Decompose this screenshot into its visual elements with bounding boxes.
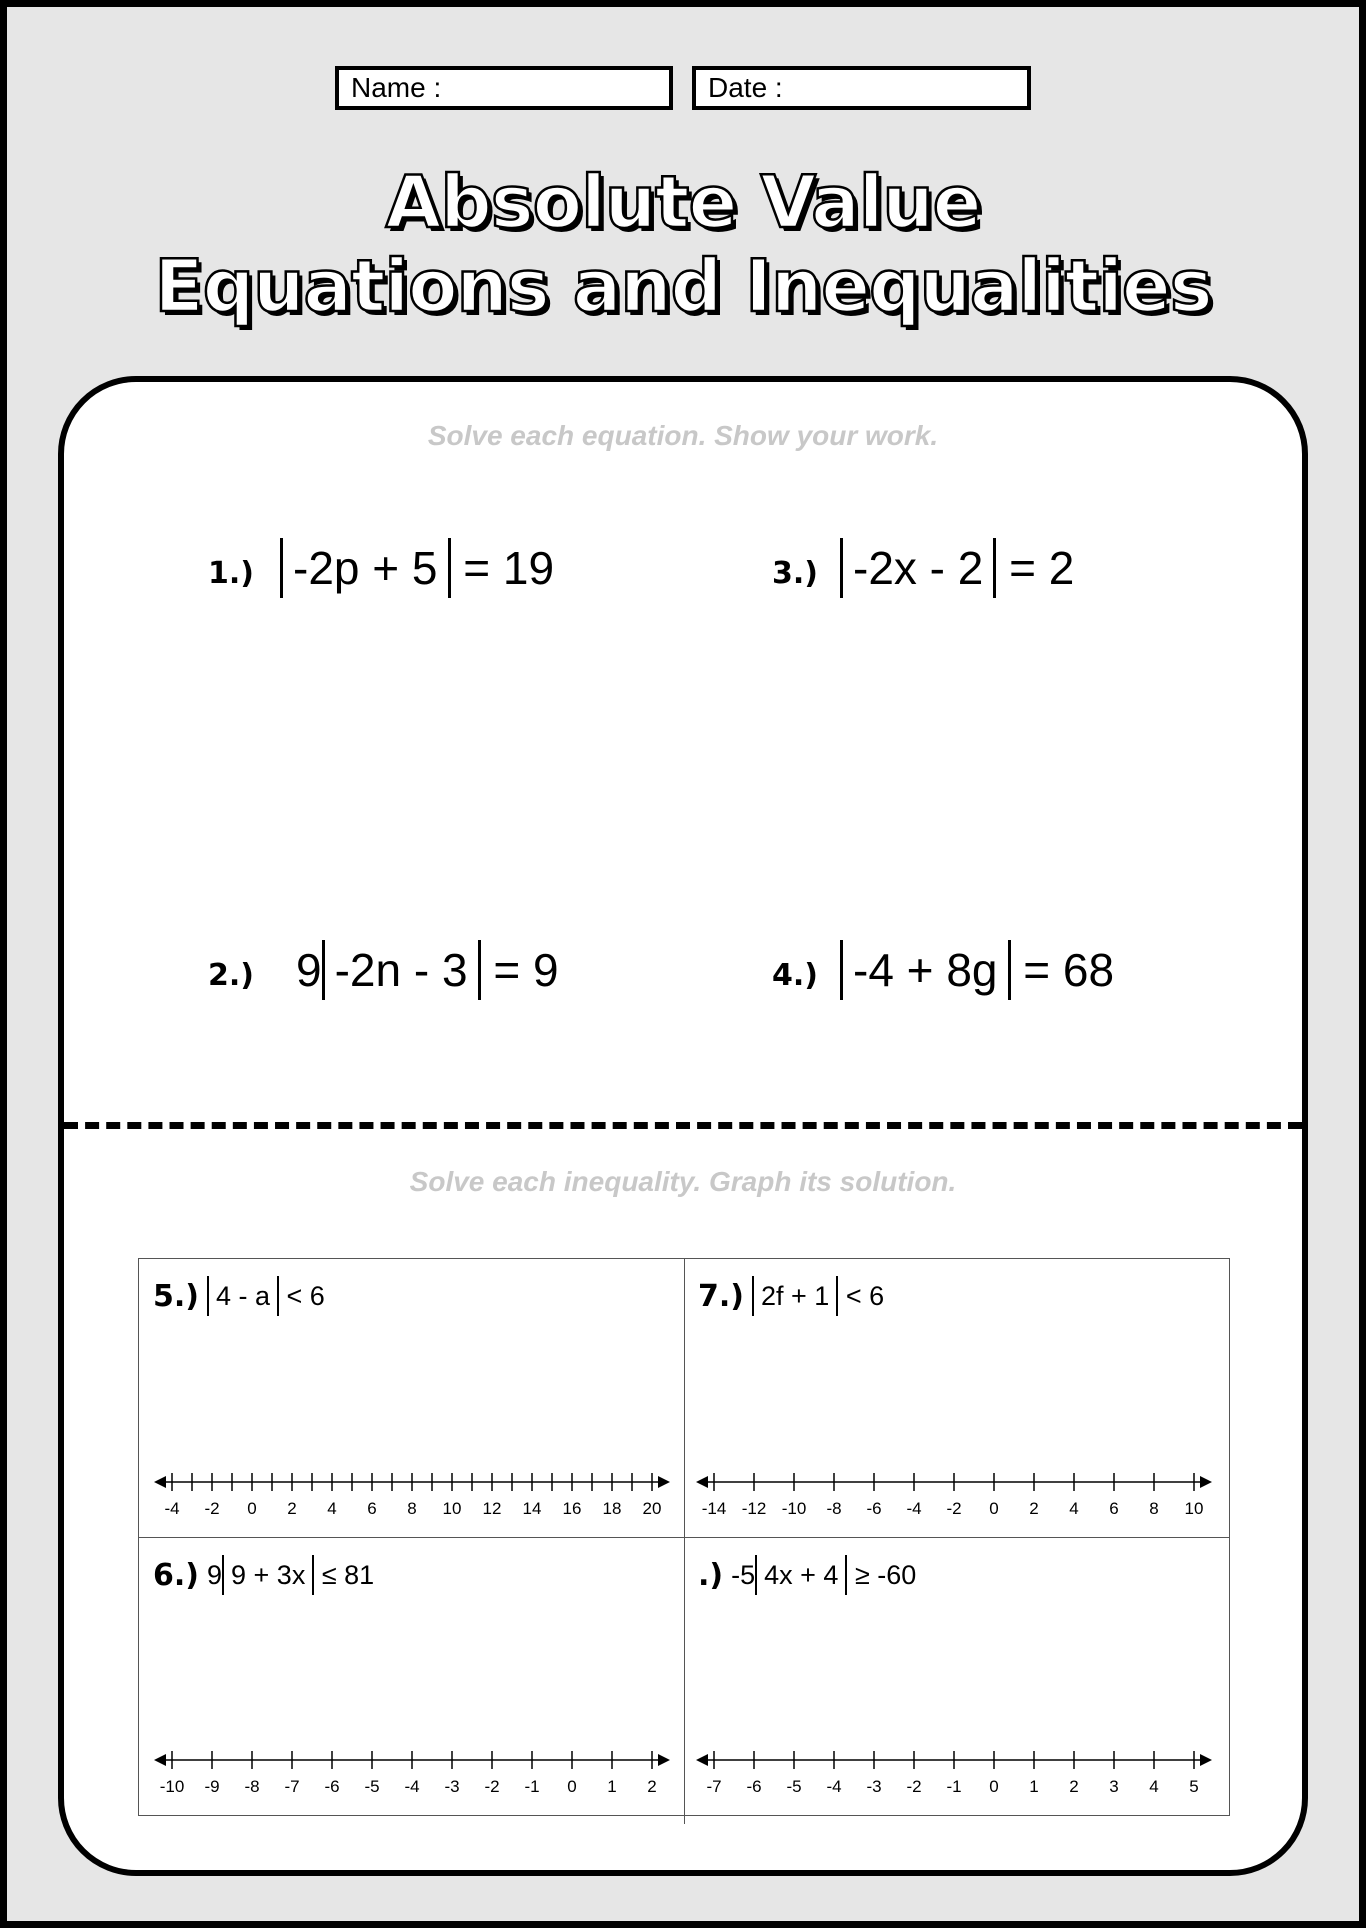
number-line-tick-label: 8 [407, 1499, 417, 1518]
number-line-tick-label: -1 [524, 1777, 540, 1796]
problem-7-header [698, 1276, 884, 1316]
number-line-tick-label: 2 [1069, 1777, 1079, 1796]
problem-8-absolute-expression: 4x + 4 [755, 1555, 847, 1595]
problem-1-equation [280, 538, 554, 598]
date-field[interactable] [692, 66, 1031, 110]
problem-6-header [153, 1555, 374, 1595]
number-line-right-arrow [658, 1476, 670, 1488]
date-label: Date : [708, 72, 783, 103]
number-line-tick-label: -4 [906, 1499, 922, 1518]
number-line-tick-label: 0 [567, 1777, 577, 1796]
worksheet-title-line-2: Equations and Inequalities [154, 244, 1212, 328]
name-field[interactable] [335, 66, 673, 110]
number-line-tick-label: -9 [204, 1777, 220, 1796]
problem-2-coefficient: 9 [296, 944, 322, 996]
problem-1-absolute-expression: -2p + 5 [280, 538, 451, 598]
number-line-right-arrow [1200, 1476, 1212, 1488]
number-line-tick-label: 6 [1109, 1499, 1119, 1518]
number-line-tick-label: 10 [1184, 1499, 1204, 1518]
number-line-tick-label: 12 [482, 1499, 502, 1518]
grid-vertical-divider [684, 1258, 685, 1824]
number-line-tick-label: -10 [159, 1777, 185, 1796]
number-line-tick-label: 1 [607, 1777, 617, 1796]
number-line-tick-label: -2 [204, 1499, 220, 1518]
number-line-tick-label: -6 [324, 1777, 340, 1796]
number-line-tick-label: 4 [1069, 1499, 1079, 1518]
problem-8-coefficient: -5 [731, 1560, 756, 1590]
number-line-tick-label: -4 [404, 1777, 420, 1796]
number-line-tick-label: 4 [327, 1499, 337, 1518]
problem-7-number-line[interactable] [694, 1458, 1214, 1518]
inequalities-instruction: Solve each inequality. Graph its solution. [409, 1166, 957, 1197]
problem-3-equation [840, 538, 1074, 598]
number-line-tick-label: 18 [602, 1499, 622, 1518]
number-line-tick-label: -8 [826, 1499, 842, 1518]
problem-6-number-line[interactable] [152, 1736, 672, 1796]
problem-3-absolute-expression: -2x - 2 [840, 538, 996, 598]
number-line-tick-label: 0 [989, 1777, 999, 1796]
problem-5-rhs: < 6 [286, 1281, 325, 1311]
problem-5-inequality [207, 1276, 325, 1316]
problem-8-number-line[interactable] [694, 1736, 1214, 1796]
number-line-tick-label: -8 [244, 1777, 260, 1796]
number-line-tick-label: -10 [781, 1499, 807, 1518]
number-line-tick-label: 3 [1109, 1777, 1119, 1796]
problem-1-rhs: = 19 [463, 542, 555, 594]
number-line-tick-label: 2 [1029, 1499, 1039, 1518]
problem-2-equation [296, 940, 559, 1000]
section-divider [64, 1122, 1302, 1129]
number-line-tick-label: -3 [866, 1777, 882, 1796]
problem-8-header [698, 1555, 916, 1595]
number-line-tick-label: -2 [946, 1499, 962, 1518]
number-line-tick-label: -7 [706, 1777, 722, 1796]
problem-6-number: 6.) [153, 1557, 199, 1593]
number-line-tick-label: 2 [287, 1499, 297, 1518]
number-line-tick-label: 14 [522, 1499, 542, 1518]
number-line-left-arrow [696, 1476, 708, 1488]
problem-8-rhs: ≥ -60 [854, 1560, 917, 1590]
worksheet-title-line-1: Absolute Value [385, 160, 981, 244]
problem-4-absolute-expression: -4 + 8g [840, 940, 1011, 1000]
number-line-tick-label: -12 [741, 1499, 767, 1518]
problem-5-absolute-expression: 4 - a [207, 1276, 279, 1316]
problem-6-coefficient: 9 [206, 1560, 223, 1590]
problem-7-inequality [752, 1276, 884, 1316]
problem-5-number-line[interactable] [152, 1458, 672, 1518]
number-line-tick-label: -14 [701, 1499, 727, 1518]
number-line-tick-label: -2 [906, 1777, 922, 1796]
problem-2-absolute-expression: -2n - 3 [322, 940, 481, 1000]
equations-instruction: Solve each equation. Show your work. [427, 420, 939, 451]
problem-5-header [153, 1276, 325, 1316]
number-line-tick-label: -4 [164, 1499, 180, 1518]
number-line-tick-label: -5 [364, 1777, 380, 1796]
number-line-tick-label: 0 [247, 1499, 257, 1518]
problem-5-number: 5.) [153, 1278, 199, 1314]
problem-6-absolute-expression: 9 + 3x [222, 1555, 314, 1595]
problem-4-number: 4.) [772, 958, 818, 993]
number-line-tick-label: 2 [647, 1777, 657, 1796]
number-line-tick-label: -6 [746, 1777, 762, 1796]
problem-8-inequality [731, 1555, 916, 1595]
name-label: Name : [351, 72, 442, 103]
number-line-tick-label: -4 [826, 1777, 842, 1796]
number-line-tick-label: -1 [946, 1777, 962, 1796]
number-line-right-arrow [1200, 1754, 1212, 1766]
problem-7-number: 7.) [698, 1278, 744, 1314]
problem-1-number: 1.) [208, 556, 254, 591]
problem-3-rhs: = 2 [1009, 542, 1075, 594]
number-line-tick-label: -2 [484, 1777, 500, 1796]
problem-6-rhs: ≤ 81 [321, 1560, 375, 1590]
number-line-tick-label: -3 [444, 1777, 460, 1796]
number-line-tick-label: 4 [1149, 1777, 1159, 1796]
number-line-tick-label: 6 [367, 1499, 377, 1518]
number-line-tick-label: 5 [1189, 1777, 1199, 1796]
number-line-left-arrow [154, 1476, 166, 1488]
problem-4-equation [840, 940, 1114, 1000]
number-line-tick-label: 8 [1149, 1499, 1159, 1518]
number-line-tick-label: 10 [442, 1499, 462, 1518]
problem-6-inequality [207, 1555, 374, 1595]
problem-3-number: 3.) [772, 556, 818, 591]
number-line-tick-label: -5 [786, 1777, 802, 1796]
number-line-tick-label: -7 [284, 1777, 300, 1796]
number-line-left-arrow [696, 1754, 708, 1766]
number-line-tick-label: -6 [866, 1499, 882, 1518]
problem-2-rhs: = 9 [493, 944, 559, 996]
number-line-tick-label: 16 [562, 1499, 582, 1518]
number-line-left-arrow [154, 1754, 166, 1766]
problem-2-number: 2.) [208, 958, 254, 993]
number-line-tick-label: 1 [1029, 1777, 1039, 1796]
grid-horizontal-divider [138, 1537, 1230, 1538]
problem-7-absolute-expression: 2f + 1 [752, 1276, 838, 1316]
number-line-tick-label: 20 [642, 1499, 662, 1518]
number-line-right-arrow [658, 1754, 670, 1766]
problem-7-rhs: < 6 [845, 1281, 885, 1311]
problem-4-rhs: = 68 [1023, 944, 1115, 996]
number-line-tick-label: 0 [989, 1499, 999, 1518]
problem-8-number: .) [698, 1557, 724, 1593]
